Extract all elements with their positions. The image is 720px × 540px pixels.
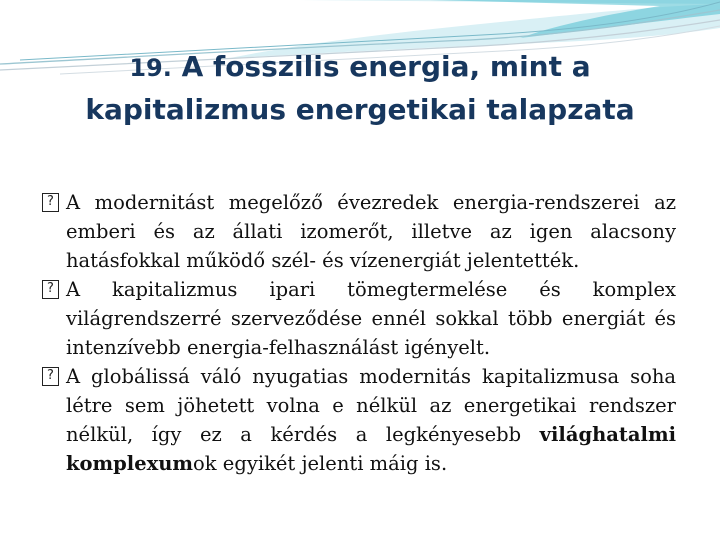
title-number: 19. (129, 54, 172, 82)
paragraph-2-text: A kapitalizmus ipari tömegtermelése és komplex világrendszerré szerveződése ennél sokkal több energiát és intenzívebb energia-felhasználást igényelt. (66, 278, 676, 359)
slide-body (42, 188, 676, 478)
bullet-paragraph-3 (42, 362, 676, 478)
bullet-placeholder-icon: ? (42, 193, 59, 212)
bullet-placeholder-icon: ? (42, 280, 59, 299)
bullet-placeholder-icon: ? (42, 367, 59, 386)
paragraph-3-text-after: ok egyikét jelenti máig is. (193, 452, 448, 475)
paragraph-3-emphasis: világhatalmi komplexum (66, 423, 676, 475)
paragraph-1-text: A modernitást megelőző évezredek energia-rendszerei az emberi és az állati izomerőt, illetve az igen alacsony hatásfokkal működő szél- és vízenergiát jelentették. (66, 191, 676, 272)
paragraph-3-text-before: A globálissá váló nyugatias modernitás kapitalizmusa soha létre sem jöhetett volna e nélkül az energetikai rendszer nélkül, így ez a kérdés a legkényesebb (66, 365, 676, 446)
slide-title (40, 46, 680, 131)
bullet-paragraph-2 (42, 275, 676, 362)
bullet-paragraph-1 (42, 188, 676, 275)
title-text: A fosszilis energia, mint a kapitalizmus energetikai talapzata (85, 50, 635, 126)
